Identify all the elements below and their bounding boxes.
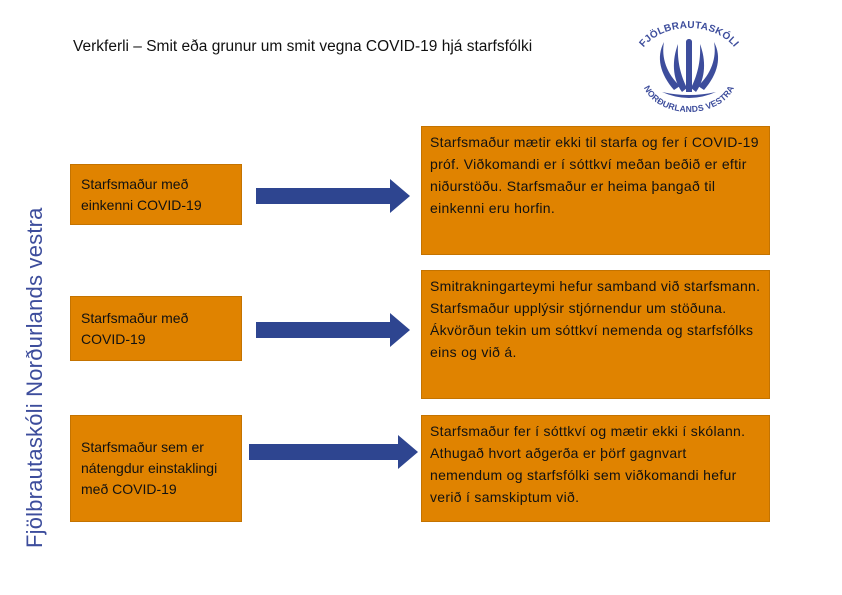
arrow-right-icon xyxy=(256,313,410,347)
page-title: Verkferli – Smit eða grunur um smit vegna COVID-19 hjá starfsfólki xyxy=(73,38,533,55)
condition-text: Starfsmaður sem er nátengdur einstaklingi með COVID-19 xyxy=(81,439,218,497)
action-text: Starfsmaður fer í sóttkví og mætir ekki í skólann. Athugað hvort aðgerða er þörf gagnvart nemendum og starfsfólki sem viðkomandi hefur verið í samskiptum við. xyxy=(430,423,746,505)
action-box-symptoms xyxy=(421,126,770,255)
arrow-right-icon xyxy=(256,179,410,213)
condition-text: Starfsmaður með einkenni COVID-19 xyxy=(81,175,202,213)
condition-box-infected xyxy=(70,296,242,361)
arrow-right-icon xyxy=(249,435,418,469)
condition-box-symptoms xyxy=(70,164,242,225)
condition-text: Starfsmaður með COVID-19 xyxy=(81,309,189,347)
action-text: Smitrakningarteymi hefur samband við starfsmann. Starfsmaður upplýsir stjórnendur um stöðuna. Ákvörðun tekin um sóttkví nemenda og starfsfólks eins og við á. xyxy=(430,278,761,360)
action-box-close-contact xyxy=(421,415,770,522)
logo-bottom-text: NORÐURLANDS VESTRA xyxy=(641,83,737,115)
action-box-infected xyxy=(421,270,770,399)
action-text: Starfsmaður mætir ekki til starfa og fer í COVID-19 próf. Viðkomandi er í sóttkví meðan beðið er eftir niðurstöðu. Starfsmaður er heima þangað til einkenni eru horfin. xyxy=(430,134,759,216)
school-name-vertical: Fjölbrautaskóli Norðurlands vestra xyxy=(22,207,47,548)
logo-emblem-icon xyxy=(660,39,718,98)
condition-box-close-contact xyxy=(70,415,242,522)
logo-top-text: FJÖLBRAUTASKÓLI xyxy=(637,19,741,50)
school-logo xyxy=(614,12,764,116)
